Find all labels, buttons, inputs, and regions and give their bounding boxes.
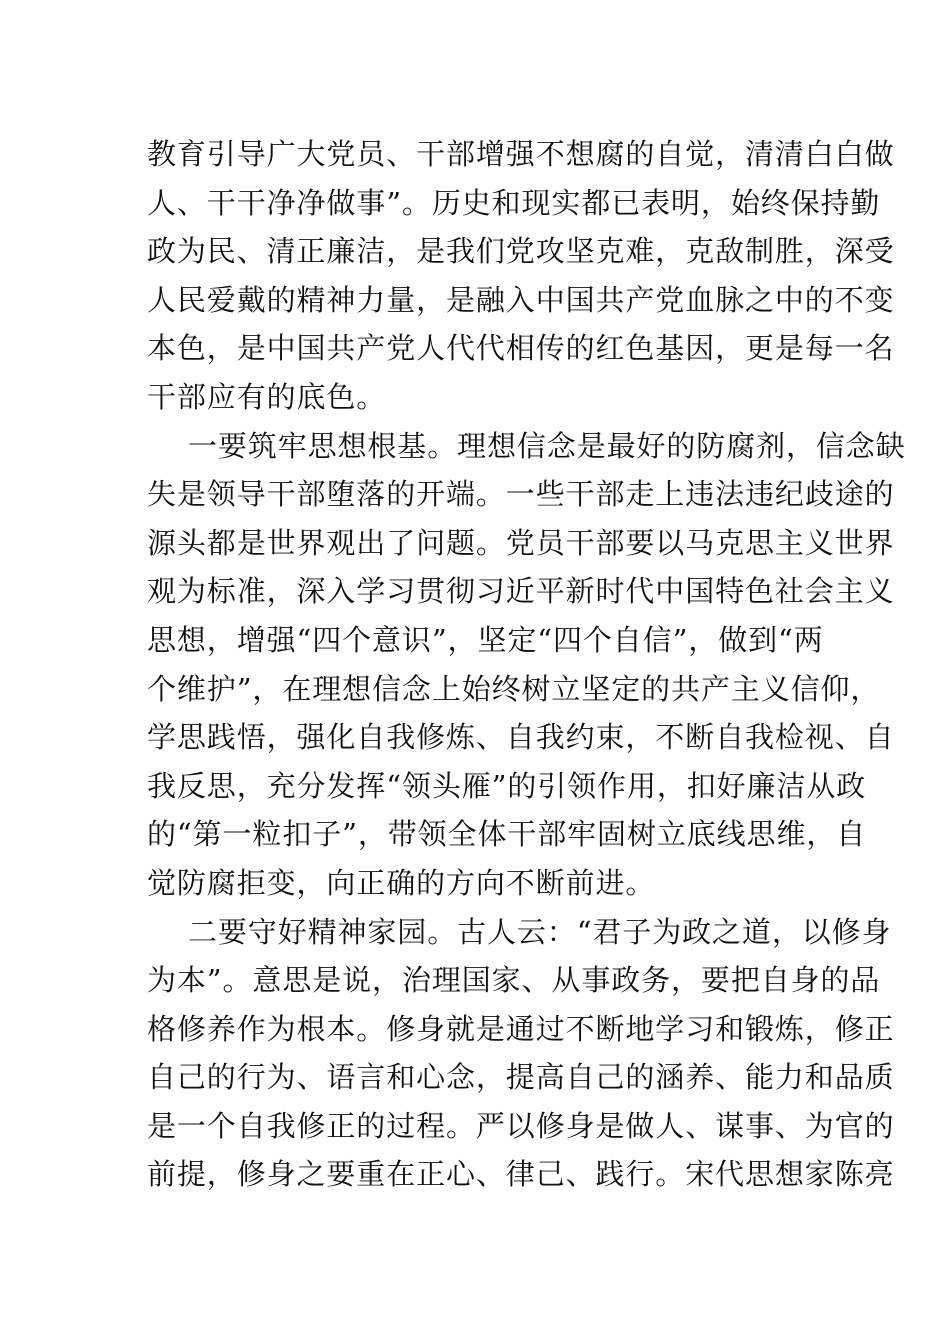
text-line: 观为标准，深入学习贯彻习近平新时代中国特色社会主义	[147, 574, 895, 609]
text-line: 源头都是世界观出了问题。党员干部要以马克思主义世界	[147, 525, 895, 560]
paragraph	[147, 422, 906, 908]
text-line: 思想，增强“四个意识”，坚定“四个自信”，做到“两	[147, 622, 824, 657]
text-line: 个维护”，在理想信念上始终树立坚定的共产主义信仰，	[147, 671, 881, 706]
text-line: 政为民、清正廉洁，是我们党攻坚克难，克敌制胜，深受	[147, 234, 895, 269]
text-line: 格修养作为根本。修身就是通过不断地学习和锻炼，修正	[147, 1011, 895, 1046]
text-line: 前提，修身之要重在正心、律己、践行。宋代思想家陈亮	[147, 1157, 895, 1192]
text-line: 自己的行为、语言和心念，提高自己的涵养、能力和品质	[147, 1060, 895, 1095]
text-line: 人民爱戴的精神力量，是融入中国共产党血脉之中的不变	[147, 282, 895, 317]
text-line: 本色，是中国共产党人代代相传的红色基因，更是每一名	[147, 331, 895, 366]
text-line: 干部应有的底色。	[147, 379, 387, 414]
body-text	[147, 130, 906, 1199]
text-line: 是一个自我修正的过程。严以修身是做人、谋事、为官的	[147, 1108, 895, 1143]
text-line: 的“第一粒扣子”，带领全体干部牢固树立底线思维，自	[147, 817, 867, 852]
text-line: 二要守好精神家园。古人云：“君子为政之道，以修身	[188, 914, 892, 949]
text-line: 失是领导干部堕落的开端。一些干部走上违法违纪歧途的	[147, 477, 895, 512]
text-line: 教育引导广大党员、干部增强不想腐的自觉，清清白白做	[147, 137, 895, 171]
text-line: 觉防腐拒变，向正确的方向不断前进。	[147, 865, 656, 900]
text-line: 学思践悟，强化自我修炼、自我约束，不断自我检视、自	[147, 720, 895, 755]
text-line: 为本”。意思是说，治理国家、从事政务，要把自身的品	[147, 963, 881, 998]
paragraph	[147, 908, 895, 1200]
text-line: 人、干干净净做事”。历史和现实都已表明，始终保持勤	[147, 185, 881, 220]
text-line: 一要筑牢思想根基。理想信念是最好的防腐剂，信念缺	[188, 428, 906, 463]
text-line: 我反思，充分发挥“领头雁”的引领作用，扣好廉洁从政	[147, 768, 867, 803]
paragraph	[147, 130, 895, 422]
